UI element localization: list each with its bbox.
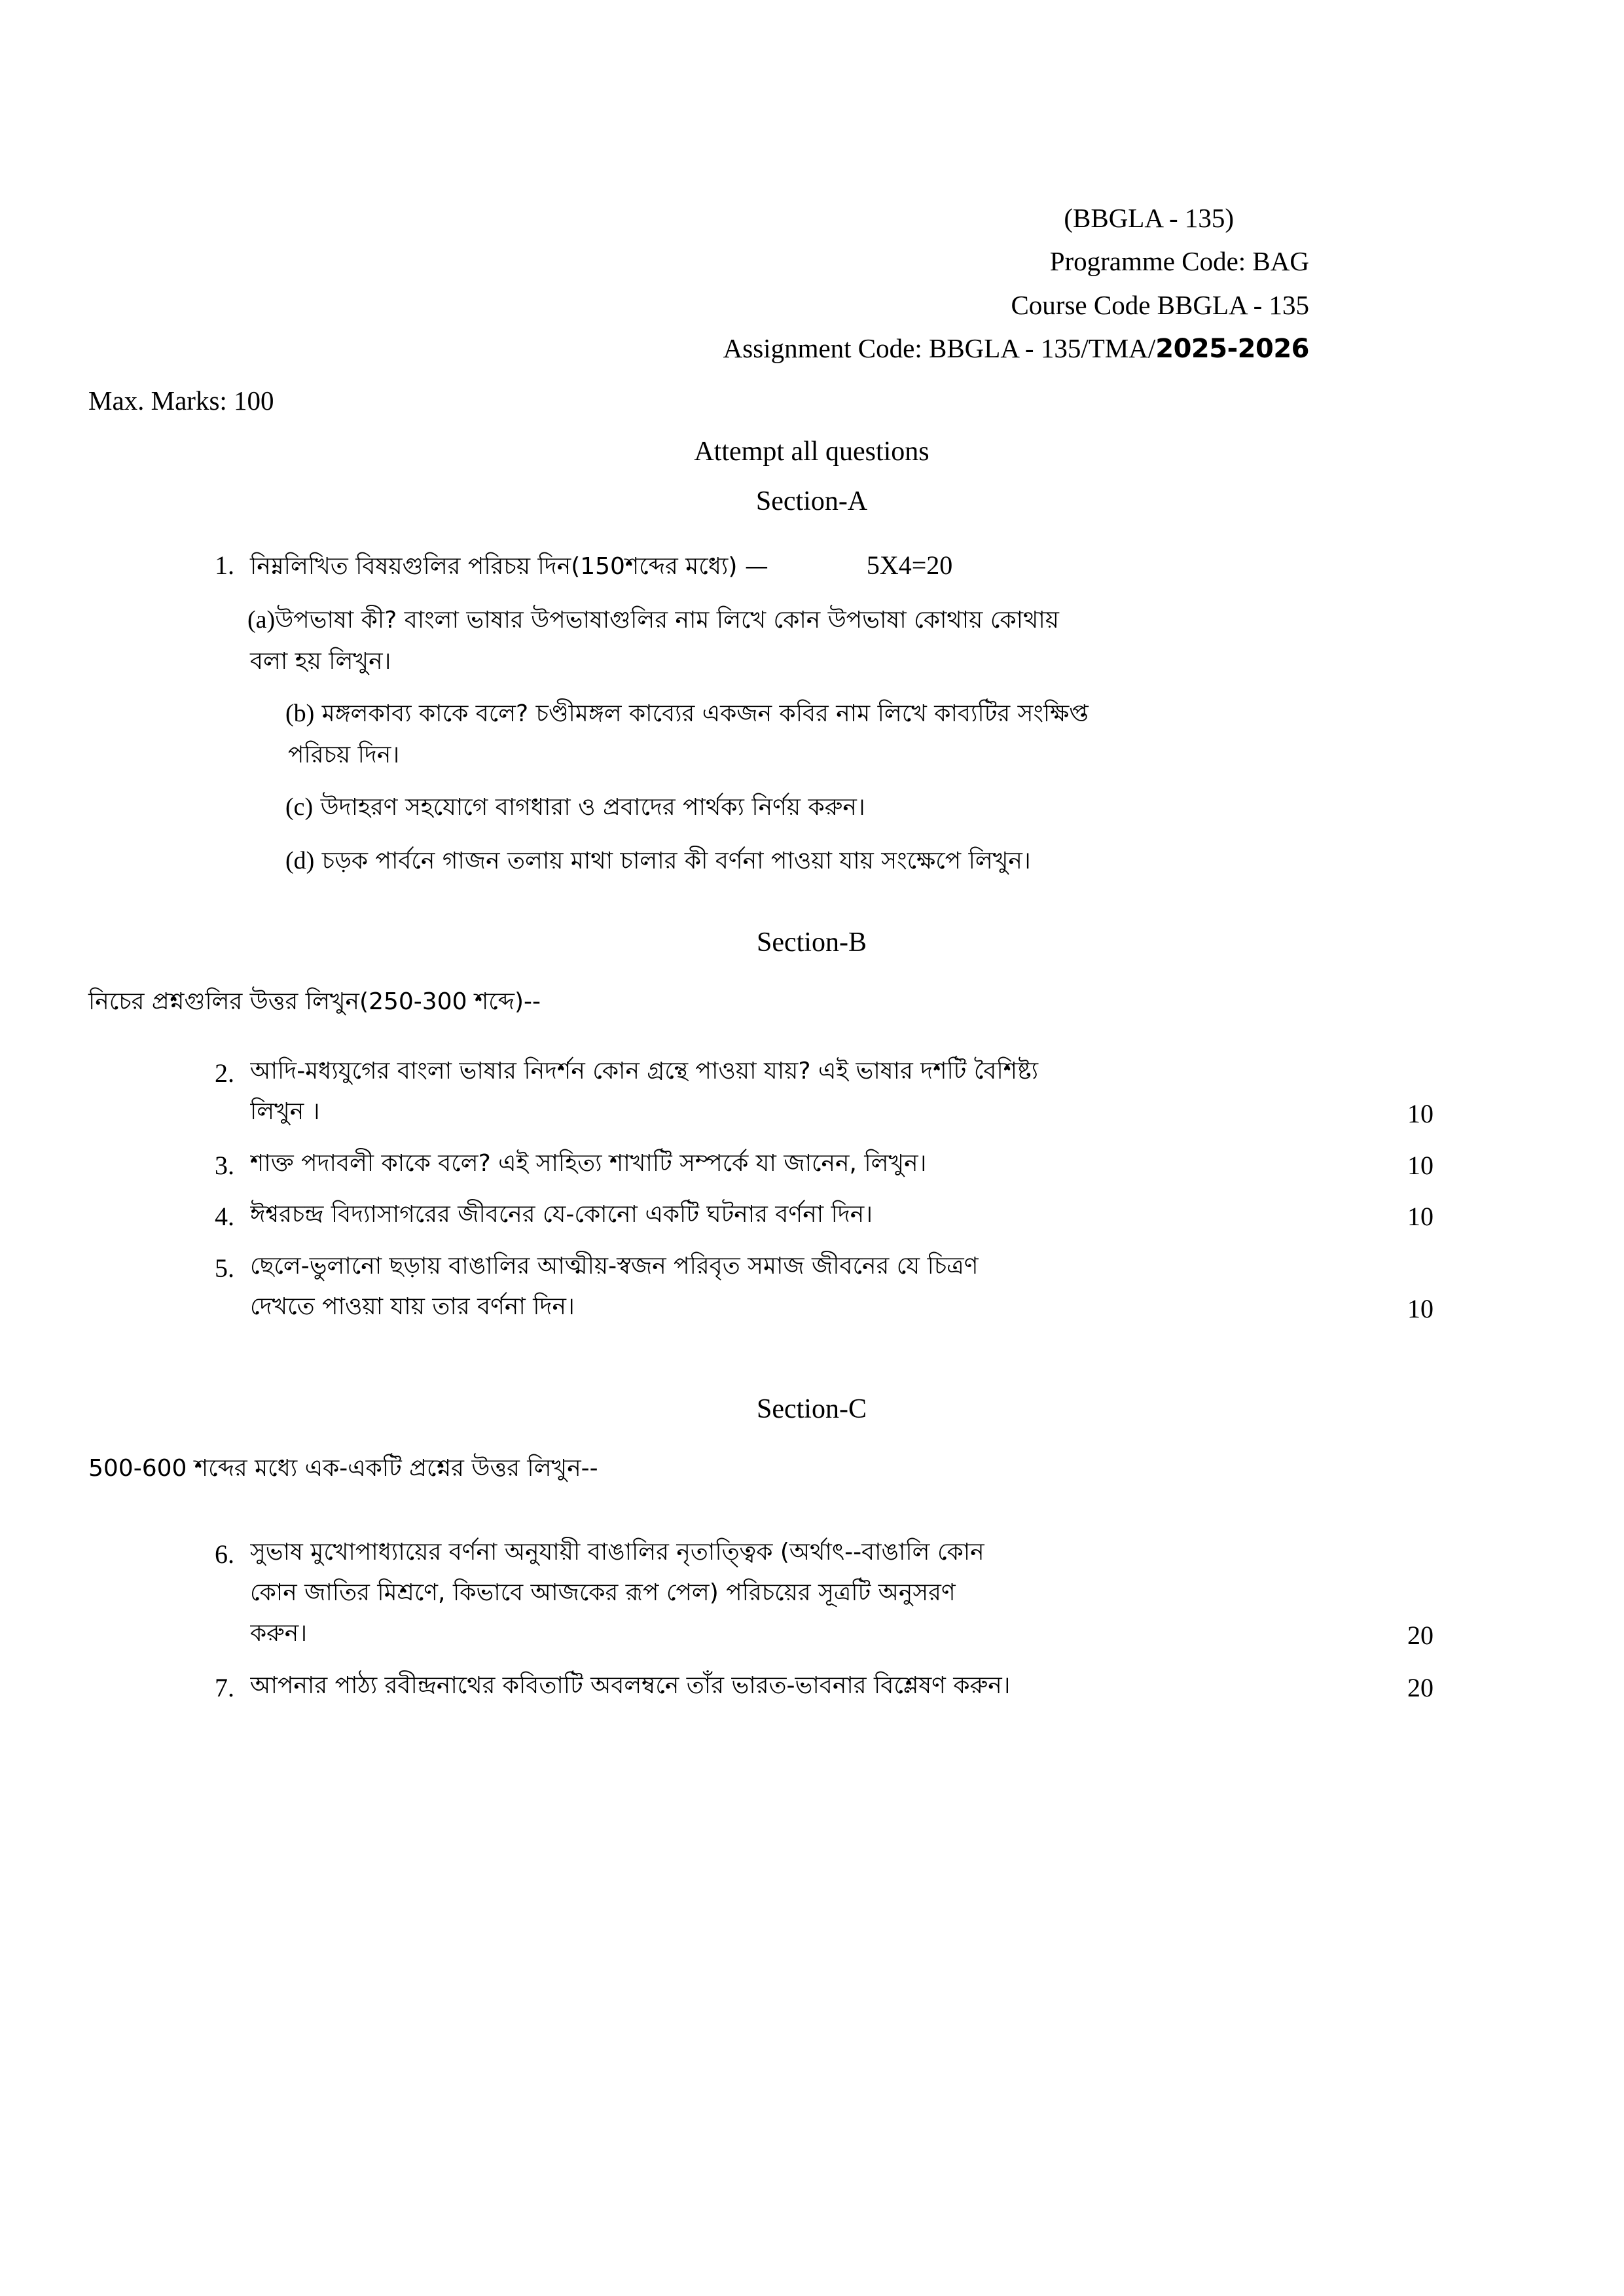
question-5-line2-row: [250, 1287, 1434, 1332]
question-6-line2-row: [250, 1573, 1434, 1613]
question-1-item-a: [247, 599, 1434, 641]
question-1-stem-line: [250, 543, 1434, 588]
question-1-item-b-line2: পরিচয় দিন।: [288, 742, 400, 769]
question-3-line1: শাক্ত পদাবলী কাকে বলে? এই সাহিত্য শাখাটি সম্পর্কে যা জানেন, লিখুন।: [250, 1149, 927, 1177]
question-7-line1-row: [250, 1666, 1434, 1711]
section-b-intro: নিচের প্রশ্নগুলির উত্তর লিখুন(250-300 শব্দে)--: [88, 988, 541, 1016]
spacer-before-section-b: [190, 882, 1434, 908]
question-6-number: 6.: [215, 1539, 234, 1569]
question-5: [190, 1246, 1434, 1332]
question-1-item-b-line1: মঙ্গলকাব্য কাকে বলে? চণ্ডীমঙ্গল কাব্যের একজন কবির নাম লিখে কাব্যটির সংক্ষিপ্ত: [321, 700, 1089, 728]
question-5-line2: দেখতে পাওয়া যায় তার বর্ণনা দিন।: [250, 1293, 575, 1321]
question-4: [190, 1194, 1434, 1240]
programme-code: Programme Code: BAG: [1049, 246, 1309, 277]
assignment-session: 2025-2026: [1155, 334, 1309, 365]
question-5-body: [250, 1246, 1434, 1332]
question-6-line2: কোন জাতির মিশ্রণে, কিভাবে আজকের রূপ পেল) পরিচয়ের সূত্রটি অনুসরণ: [250, 1579, 956, 1606]
question-4-marks: 10: [1407, 1202, 1434, 1232]
question-1-item-b-label: (b): [285, 700, 315, 728]
question-6-line3: করুন।: [250, 1619, 308, 1647]
question-1-item-d-line1: চড়ক পার্বনে গাজন তলায় মাথা চালার কী বর্ণনা পাওয়া যায় সংক্ষেপে লিখুন।: [321, 847, 1031, 874]
question-6-marks: 20: [1407, 1620, 1434, 1650]
question-4-line1: ঈশ্বরচন্দ্র বিদ্যাসাগরের জীবনের যে-কোনো একটি ঘটনার বর্ণনা দিন।: [250, 1201, 873, 1229]
question-6-line3-row: [250, 1613, 1434, 1659]
question-7-body: [250, 1666, 1434, 1711]
question-3: [190, 1143, 1434, 1189]
assignment-code-prefix: Assignment Code: BBGLA - 135/TMA/: [723, 333, 1156, 364]
question-1-item-c-label: (c): [285, 793, 314, 821]
page-content: [88, 196, 1434, 1711]
document-header: [190, 196, 1434, 370]
question-6: [190, 1532, 1434, 1659]
question-3-body: [250, 1143, 1434, 1189]
question-3-number: 3.: [215, 1150, 234, 1180]
assignment-code: [190, 327, 1309, 370]
question-1-item-d-label: (d): [285, 846, 315, 874]
question-7-marks: 20: [1407, 1673, 1434, 1703]
question-1-item-a-line1: উপভাষা কী? বাংলা ভাষার উপভাষাগুলির নাম লিখে কোন উপভাষা কোথায় কোথায়: [275, 606, 1059, 634]
question-1-item-c-line1: উদাহরণ সহযোগে বাগধারা ও প্রবাদের পার্থক্য নির্ণয় করুন।: [320, 794, 865, 821]
section-c-heading: Section-C: [757, 1393, 867, 1424]
question-3-marks: 10: [1407, 1150, 1434, 1180]
question-5-marks: 10: [1407, 1294, 1434, 1324]
question-1-item-b: [250, 692, 1434, 735]
question-1-item-a-line2: বলা হয় লিখুন।: [250, 648, 391, 675]
question-5-number: 5.: [215, 1253, 234, 1283]
question-3-line1-row: [250, 1143, 1434, 1189]
question-1-item-d: [250, 840, 1434, 882]
question-2: [190, 1051, 1434, 1137]
question-5-line1: ছেলে-ভুলানো ছড়ায় বাঙালির আত্মীয়-স্বজন পরিবৃত সমাজ জীবনের যে চিত্রণ: [250, 1253, 979, 1280]
spacer-b1: [190, 1022, 1434, 1034]
question-7-line1: আপনার পাঠ্য রবীন্দ্রনাথের কবিতাটি অবলম্বনে তাঁর ভারত-ভাবনার বিশ্লেষণ করুন।: [250, 1672, 1011, 1700]
question-1-item-c: [250, 786, 1434, 829]
question-2-line2: লিখুন ।: [250, 1098, 320, 1125]
question-1-item-a-label: (a): [247, 605, 276, 634]
question-4-number: 4.: [215, 1202, 234, 1232]
paper-code: (BBGLA - 135): [1064, 203, 1234, 233]
question-2-line1-row: [250, 1051, 1434, 1092]
question-7-number: 7.: [215, 1673, 234, 1703]
section-b-heading: Section-B: [757, 927, 867, 958]
max-marks: Max. Marks: 100: [88, 386, 274, 416]
question-5-line1-row: [250, 1246, 1434, 1287]
question-7: [190, 1666, 1434, 1711]
attempt-instruction: Attempt all questions: [694, 437, 929, 467]
question-6-line1: সুভাষ মুখোপাধ্যায়ের বর্ণনা অনুযায়ী বাঙালির নৃতাত্ত্বিক (অর্থাৎ--বাঙালি কোন: [250, 1538, 984, 1566]
question-2-body: [250, 1051, 1434, 1137]
course-code: Course Code BBGLA - 135: [1011, 289, 1309, 320]
question-4-body: [250, 1194, 1434, 1240]
spacer-before-section-c: [190, 1332, 1434, 1375]
question-2-number: 2.: [215, 1058, 234, 1088]
question-1-stem: নিম্নলিখিত বিষয়গুলির পরিচয় দিন(150শব্দের মধ্যে) —: [250, 553, 768, 581]
question-6-line1-row: [250, 1532, 1434, 1573]
section-a-heading: Section-A: [755, 486, 868, 517]
question-2-marks: 10: [1407, 1098, 1434, 1128]
section-c-intro: 500-600 শব্দের মধ্যে এক-একটি প্রশ্নের উত্তর লিখুন--: [88, 1454, 598, 1482]
question-1-body: [247, 543, 1434, 882]
spacer-c1: [190, 1489, 1434, 1515]
question-6-body: [250, 1532, 1434, 1659]
question-1-marks: 5X4=20: [866, 550, 953, 581]
question-1-number: 1.: [215, 550, 234, 581]
question-2-line2-row: [250, 1092, 1434, 1137]
question-2-line1: আদি-মধ্যযুগের বাংলা ভাষার নিদর্শন কোন গ্রন্থে পাওয়া যায়? এই ভাষার দশটি বৈশিষ্ট্য: [250, 1057, 1039, 1085]
question-1: [190, 543, 1434, 882]
question-4-line1-row: [250, 1194, 1434, 1240]
